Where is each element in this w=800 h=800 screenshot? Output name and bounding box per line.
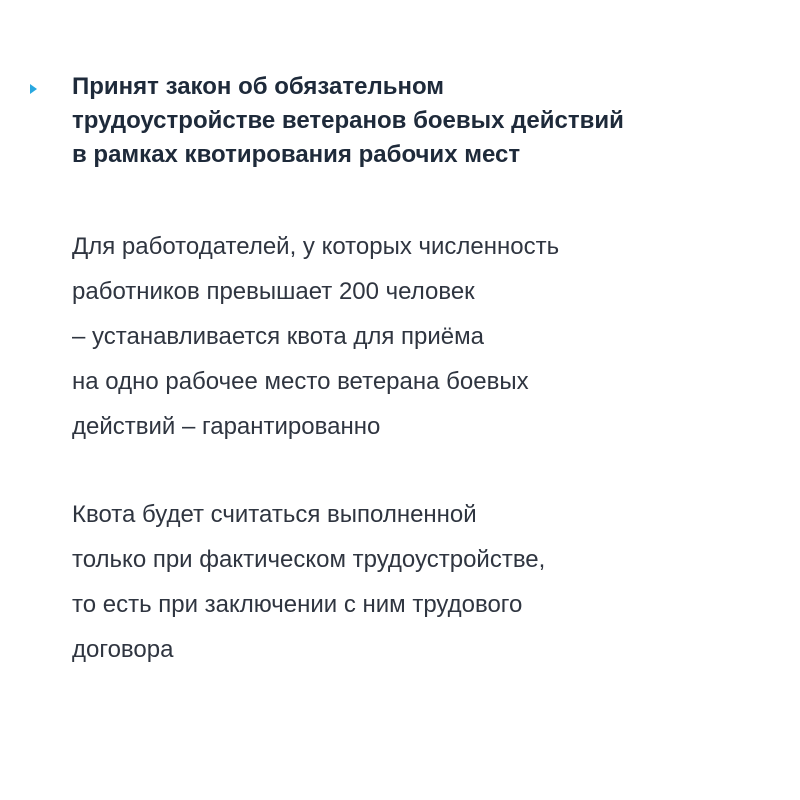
paragraph-line: на одно рабочее место ветерана боевых: [72, 368, 529, 395]
headline-line: трудоустройстве ветеранов боевых действий: [72, 107, 624, 134]
triangle-bullet-icon: [30, 84, 37, 94]
paragraph-line: то есть при заключении с ним трудового: [72, 591, 523, 618]
paragraph-line: Квота будет считаться выполненной: [72, 501, 477, 528]
paragraph-quota-rule: [72, 224, 752, 449]
paragraph-line: работников превышает 200 человек: [72, 278, 475, 305]
paragraph-line: договора: [72, 636, 174, 663]
paragraph-line: действий – гарантированно: [72, 413, 381, 440]
paragraph-line: Для работодателей, у которых численность: [72, 233, 560, 260]
headline: [72, 70, 762, 172]
paragraph-quota-fulfillment: [72, 492, 752, 672]
headline-line: в рамках квотирования рабочих мест: [72, 141, 521, 168]
headline-line: Принят закон об обязательном: [72, 73, 445, 100]
paragraph-line: только при фактическом трудоустройстве,: [72, 546, 546, 573]
paragraph-line: – устанавливается квота для приёма: [72, 323, 484, 350]
